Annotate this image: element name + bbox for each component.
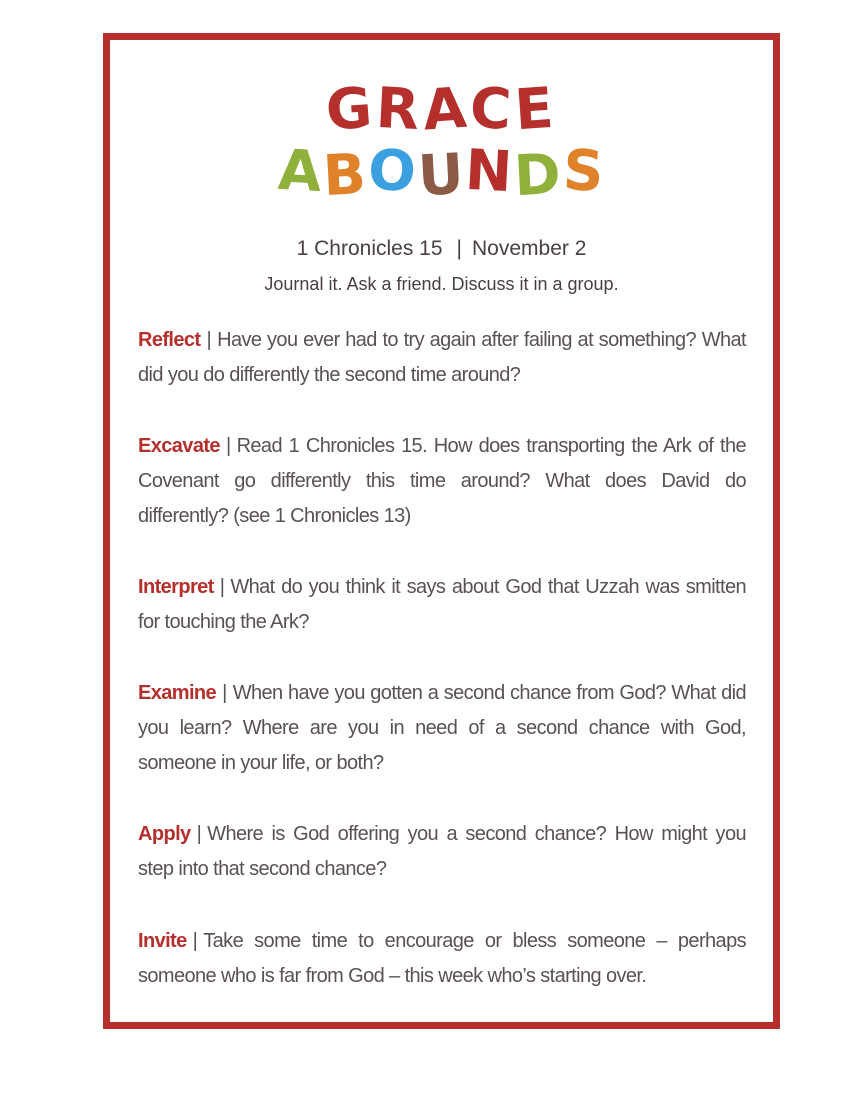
section-heading: Examine <box>138 682 217 704</box>
logo-letter: R <box>373 75 425 144</box>
section-text: What do you think it says about God that Uzzah was smitten for touching the Ark? <box>138 576 746 633</box>
logo-letter: C <box>468 75 517 144</box>
logo-letter: S <box>561 137 607 206</box>
separator: | <box>222 682 227 704</box>
section-text: Take some time to encourage or bless someone – perhaps someone who is far from God – this week who’s starting over. <box>138 930 746 987</box>
logo-letter: A <box>276 137 326 206</box>
logo-letter: G <box>323 75 378 144</box>
separator: | <box>206 329 212 351</box>
section-heading: Apply <box>138 823 191 845</box>
section-invite <box>138 924 746 994</box>
separator: | <box>225 435 231 457</box>
separator: | <box>456 237 462 260</box>
logo-letter: A <box>420 75 473 144</box>
scripture-reference: 1 Chronicles 15 <box>296 237 443 260</box>
section-examine <box>138 676 746 781</box>
logo-letter: O <box>366 137 420 206</box>
section-apply <box>138 817 746 887</box>
date: November 2 <box>472 237 587 260</box>
section-heading: Invite <box>138 930 187 952</box>
separator: | <box>196 823 202 845</box>
devotional-card <box>103 33 780 1029</box>
section-text: Have you ever had to try again after failing at something? What did you do differently the second time around? <box>138 329 746 386</box>
tagline: Journal it. Ask a friend. Discuss it in a group. <box>264 274 619 294</box>
section-text: When have you gotten a second chance from God? What did you learn? Where are you in need of a second chance with God, someone in your life, or both? <box>138 682 746 774</box>
logo-grace <box>110 75 773 144</box>
logo-letter: B <box>321 141 370 210</box>
separator: | <box>192 930 198 952</box>
section-text: Where is God offering you a second chance? How might you step into that second chance? <box>138 823 746 880</box>
scripture-date-line <box>110 237 773 261</box>
section-heading: Excavate <box>138 435 220 457</box>
section-heading: Reflect <box>138 329 201 351</box>
logo-abounds <box>110 137 773 210</box>
logo-letter: N <box>463 137 516 206</box>
section-text: Read 1 Chronicles 15. How does transporting the Ark of the Covenant go differently this time around? What does David do differently? (see 1 Chronicles 13) <box>138 435 746 527</box>
separator: | <box>219 576 225 598</box>
logo-letter: D <box>512 141 565 210</box>
section-reflect <box>138 323 746 393</box>
logo-letter: U <box>416 141 467 210</box>
section-interpret <box>138 570 746 640</box>
logo-letter: E <box>512 75 560 144</box>
section-excavate <box>138 429 746 534</box>
section-heading: Interpret <box>138 576 214 598</box>
